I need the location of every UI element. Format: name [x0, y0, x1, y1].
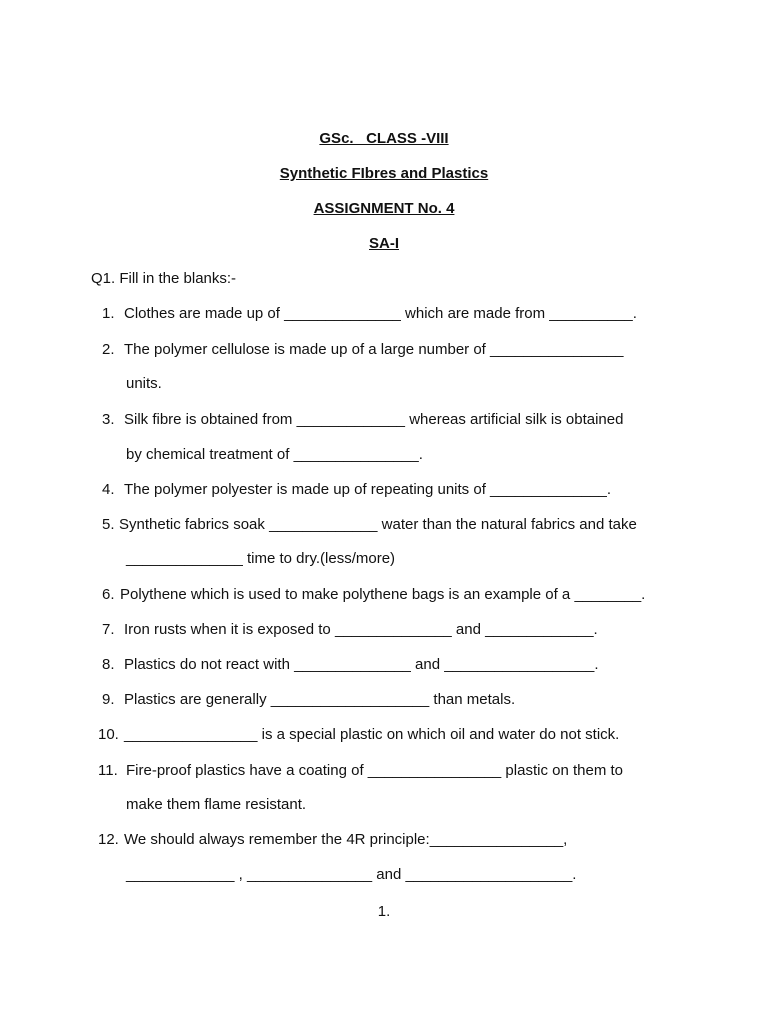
item-number: 8.: [102, 656, 115, 673]
page-number: 1.: [377, 903, 391, 920]
subject-heading: Synthetic FIbres and Plastics: [279, 165, 489, 182]
question-item-continuation: units.: [126, 375, 162, 392]
item-number: 10.: [98, 726, 119, 743]
item-number: 2.: [102, 341, 115, 358]
question-item-text: ________________ is a special plastic on which oil and water do not stick.: [124, 726, 620, 743]
question-item-text: Polythene which is used to make polythene bags is an example of a ________.: [120, 586, 646, 603]
question-item-text: We should always remember the 4R principle:________________,: [124, 831, 568, 848]
question-item-text: Silk fibre is obtained from _____________ whereas artificial silk is obtained: [124, 411, 624, 428]
question-item-text: The polymer polyester is made up of repeating units of ______________.: [124, 481, 611, 498]
item-number: 11.: [98, 762, 118, 779]
term-heading: SA-I: [369, 235, 399, 252]
item-number: 4.: [102, 481, 115, 498]
item-number: 5.: [102, 516, 115, 533]
question-item-text: Plastics do not react with ______________ and __________________.: [124, 656, 599, 673]
question-item-text: Plastics are generally ___________________ than metals.: [124, 691, 516, 708]
question-item-continuation: _____________ , _______________ and ____________________.: [126, 866, 577, 883]
item-number: 12.: [98, 831, 119, 848]
question-item-continuation: ______________ time to dry.(less/more): [126, 550, 396, 567]
item-number: 1.: [102, 305, 115, 322]
question-item-continuation: by chemical treatment of _______________.: [126, 446, 423, 463]
item-number: 6.: [102, 586, 115, 603]
question-item-text: The polymer cellulose is made up of a large number of ________________: [124, 341, 624, 358]
item-number: 3.: [102, 411, 115, 428]
question-item-text: Synthetic fabrics soak _____________ water than the natural fabrics and take: [119, 516, 637, 533]
class-heading: GSc. CLASS -VIII: [319, 130, 449, 147]
question-item-text: Iron rusts when it is exposed to ______________ and _____________.: [124, 621, 598, 638]
question-title: Q1. Fill in the blanks:-: [91, 270, 237, 287]
question-item-continuation: make them flame resistant.: [126, 796, 307, 813]
assignment-heading: ASSIGNMENT No. 4: [313, 200, 455, 217]
item-number: 7.: [102, 621, 115, 638]
item-number: 9.: [102, 691, 115, 708]
question-item-text: Fire-proof plastics have a coating of ________________ plastic on them to: [126, 762, 623, 779]
question-item-text: Clothes are made up of ______________ which are made from __________.: [124, 305, 637, 322]
